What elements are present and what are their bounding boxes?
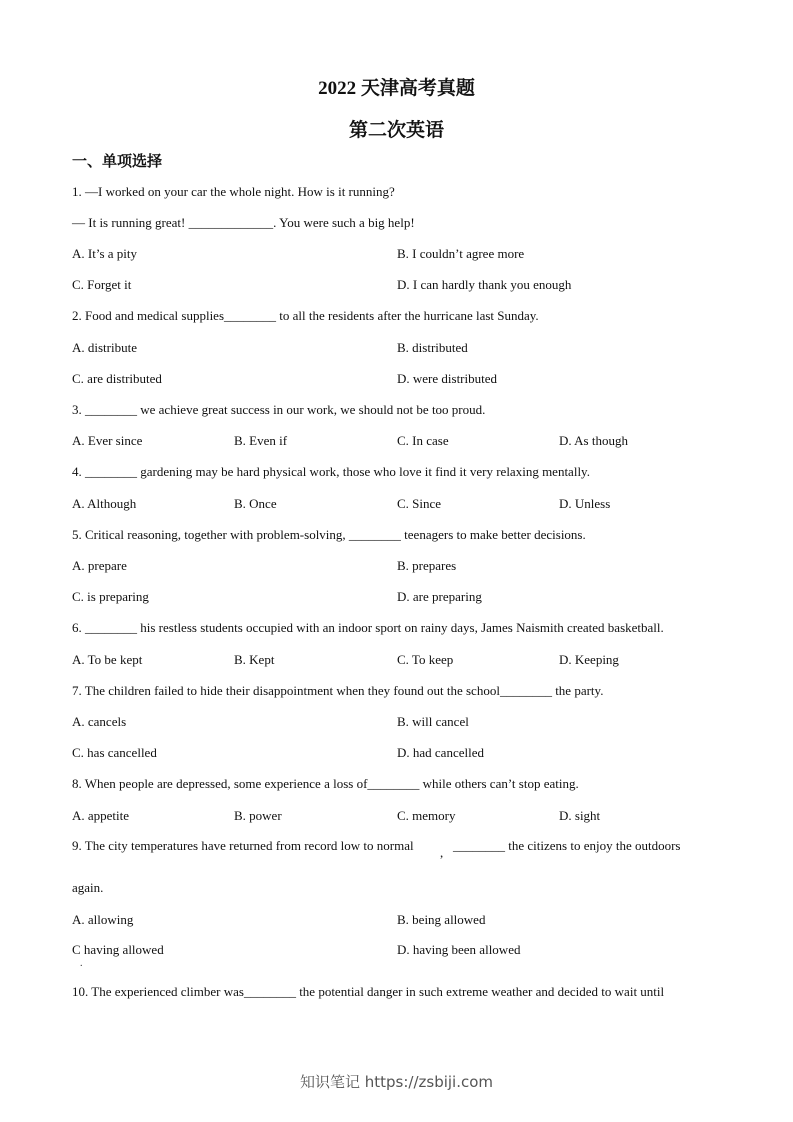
question-8-option-c: C. memory xyxy=(397,808,456,823)
question-9-stem-rest: ________ the citizens to enjoy the outdoors xyxy=(453,838,681,853)
question-3-option-c: C. In case xyxy=(397,433,449,448)
question-2-stem: 2. Food and medical supplies________ to all the residents after the hurricane last Sunday. xyxy=(72,308,539,323)
question-4-stem: 4. ________ gardening may be hard physical work, those who love it find it very relaxing mentally. xyxy=(72,464,590,479)
question-1-option-a: A. It’s a pity xyxy=(72,246,137,261)
question-6-stem: 6. ________ his restless students occupied with an indoor sport on rainy days, James Naismith created basketball. xyxy=(72,620,664,635)
question-6-option-c: C. To keep xyxy=(397,652,454,667)
question-9-option-d: D. having been allowed xyxy=(397,942,521,957)
question-9-stem: 9. The city temperatures have returned from record low to normal xyxy=(72,838,414,853)
question-3-option-a: A. Ever since xyxy=(72,433,143,448)
question-7-option-d: D. had cancelled xyxy=(397,745,484,760)
question-8-stem: 8. When people are depressed, some experience a loss of________ while others can’t stop eating. xyxy=(72,776,579,791)
question-5-option-d: D. are preparing xyxy=(397,589,482,604)
question-7-option-a: A. cancels xyxy=(72,714,127,729)
question-4-option-a: A. Although xyxy=(72,496,137,511)
question-5-option-c: C. is preparing xyxy=(72,589,149,604)
question-10-stem: 10. The experienced climber was________ the potential danger in such extreme weather and decided to wait until xyxy=(72,984,665,999)
question-7-option-c: C. has cancelled xyxy=(72,745,157,760)
question-9-comma: , xyxy=(440,845,444,860)
question-5-option-a: A. prepare xyxy=(72,558,127,573)
question-5-option-b: B. prepares xyxy=(397,558,457,573)
footer-watermark: 知识笔记 https://zsbiji.com xyxy=(299,1073,494,1091)
question-1-option-c: C. Forget it xyxy=(72,277,132,292)
page-title: 2022 天津高考真题 xyxy=(318,78,475,99)
question-1-stem: 1. —I worked on your car the whole night. How is it running? xyxy=(72,184,395,199)
question-3-stem: 3. ________ we achieve great success in our work, we should not be too proud. xyxy=(72,402,486,417)
question-8-option-d: D. sight xyxy=(559,808,601,823)
question-2-option-c: C. are distributed xyxy=(72,371,162,386)
question-9-option-b: B. being allowed xyxy=(397,912,486,927)
question-1-option-d: D. I can hardly thank you enough xyxy=(397,277,572,292)
question-9-option-c: C having allowed xyxy=(72,942,164,957)
question-8-option-b: B. power xyxy=(234,808,282,823)
question-1-option-b: B. I couldn’t agree more xyxy=(397,246,525,261)
question-4-option-d: D. Unless xyxy=(559,496,611,511)
question-3-option-b: B. Even if xyxy=(234,433,288,448)
question-8-option-a: A. appetite xyxy=(72,808,130,823)
question-2-option-d: D. were distributed xyxy=(397,371,498,386)
question-9-option-a: A. allowing xyxy=(72,912,134,927)
question-2-option-a: A. distribute xyxy=(72,340,137,355)
question-4-option-c: C. Since xyxy=(397,496,442,511)
question-6-option-d: D. Keeping xyxy=(559,652,619,667)
question-3-option-d: D. As though xyxy=(559,433,628,448)
section-heading: 一、单项选择 xyxy=(72,154,163,170)
question-4-option-b: B. Once xyxy=(234,496,277,511)
question-7-stem: 7. The children failed to hide their disappointment when they found out the school________ the party. xyxy=(72,683,604,698)
page-subtitle: 第二次英语 xyxy=(348,120,444,141)
question-2-option-b: B. distributed xyxy=(397,340,468,355)
stray-dot: . xyxy=(80,958,83,969)
question-7-option-b: B. will cancel xyxy=(397,714,469,729)
question-6-option-a: A. To be kept xyxy=(72,652,143,667)
question-9-stem-line2: again. xyxy=(72,880,104,895)
question-6-option-b: B. Kept xyxy=(234,652,275,667)
question-5-stem: 5. Critical reasoning, together with problem-solving, ________ teenagers to make better decisions. xyxy=(72,527,586,542)
question-1-stem-line2: — It is running great! _____________. You were such a big help! xyxy=(72,215,415,230)
